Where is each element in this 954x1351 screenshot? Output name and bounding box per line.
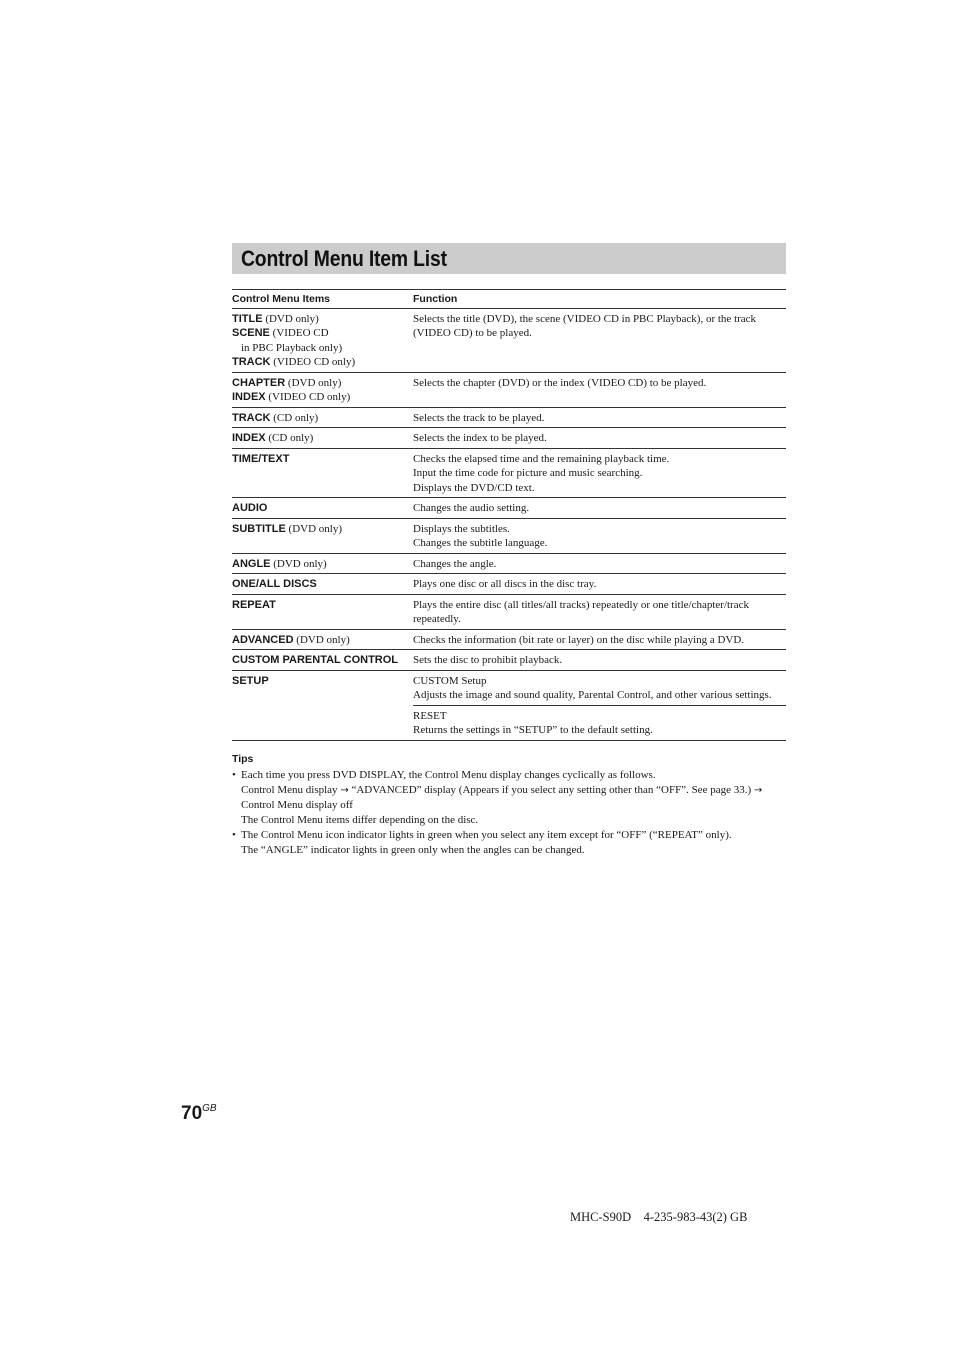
function-cell xyxy=(413,407,786,428)
function-text: Changes the angle. xyxy=(413,557,497,570)
tip-flow xyxy=(241,783,788,814)
menu-item-line xyxy=(232,653,413,668)
menu-item-name: TIME/TEXT xyxy=(232,452,290,465)
tip-flow-end: Control Menu display off xyxy=(241,799,353,812)
menu-item-name: SUBTITLE xyxy=(232,522,286,535)
menu-item-name: ONE/ALL DISCS xyxy=(232,578,317,590)
function-text: Sets the disc to prohibit playback. xyxy=(413,654,563,666)
menu-item-note: (VIDEO CD only) xyxy=(270,356,356,368)
function-cell xyxy=(413,372,786,407)
page-number-suffix: GB xyxy=(202,1103,217,1114)
table-row xyxy=(232,428,786,449)
table-row-setup xyxy=(232,670,786,740)
menu-item-cell xyxy=(232,553,413,574)
menu-item-name: INDEX xyxy=(232,432,266,444)
menu-item-name: ANGLE xyxy=(232,557,271,570)
function-text: Plays one disc or all discs in the disc tray. xyxy=(413,578,597,590)
menu-item-note: (DVD only) xyxy=(270,557,327,570)
menu-item-cell xyxy=(232,518,413,553)
arrow-right-icon: → xyxy=(753,784,763,796)
menu-item-line xyxy=(232,312,413,327)
table-row xyxy=(232,518,786,553)
tip-item xyxy=(232,828,788,858)
menu-item-line xyxy=(232,633,413,648)
bullet-icon: • xyxy=(232,828,236,841)
tips-heading: Tips xyxy=(232,753,254,765)
function-text: Changes the audio setting. xyxy=(413,502,530,514)
menu-item-name: CUSTOM PARENTAL CONTROL xyxy=(232,654,399,666)
menu-item-name: SETUP xyxy=(232,674,269,687)
table-row xyxy=(232,650,786,671)
tip-text: Each time you press DVD DISPLAY, the Control Menu display changes cyclically as follows. xyxy=(241,768,656,781)
function-cell xyxy=(413,518,786,553)
tip-text: The Control Menu icon indicator lights in green when you select any item except for “OFF” (“REPEAT” only). xyxy=(241,828,732,841)
menu-item-line xyxy=(232,598,413,613)
menu-item-note: (DVD only) xyxy=(285,522,342,535)
function-text: Selects the chapter (DVD) or the index (VIDEO CD) to be played. xyxy=(413,376,707,389)
menu-item-name: CHAPTER xyxy=(232,376,286,389)
menu-item-name: TITLE xyxy=(232,312,263,325)
function-text: Selects the title (DVD), the scene (VIDEO CD in PBC Playback), or the track (VIDEO CD) to be played. xyxy=(413,312,757,339)
function-cell xyxy=(413,650,786,671)
menu-item-name: SCENE xyxy=(232,327,270,339)
menu-item-cell xyxy=(232,308,413,372)
function-cell xyxy=(413,553,786,574)
function-cell xyxy=(413,670,786,740)
function-text: Changes the subtitle language. xyxy=(413,537,548,549)
section-title: Control Menu Item List xyxy=(241,246,447,271)
table-row xyxy=(232,448,786,498)
menu-item-line xyxy=(232,452,413,467)
menu-item-line xyxy=(232,376,413,391)
menu-item-cell xyxy=(232,498,413,519)
menu-item-name: TRACK xyxy=(232,356,271,368)
menu-item-line xyxy=(232,326,413,341)
table-row xyxy=(232,594,786,629)
function-cell xyxy=(413,428,786,449)
menu-item-line xyxy=(232,411,413,426)
control-menu-table xyxy=(232,289,786,741)
tips-list xyxy=(232,768,788,858)
menu-item-line xyxy=(232,341,413,356)
function-text: CUSTOM Setup xyxy=(413,674,487,687)
menu-item-note: (VIDEO CD xyxy=(269,327,329,339)
setup-custom-block xyxy=(413,674,786,706)
menu-item-cell xyxy=(232,574,413,595)
function-cell xyxy=(413,308,786,372)
menu-item-note: (DVD only) xyxy=(293,633,350,646)
menu-item-note: in PBC Playback only) xyxy=(241,341,343,354)
function-cell xyxy=(413,594,786,629)
function-text: Displays the subtitles. xyxy=(413,522,510,535)
function-text: Input the time code for picture and music searching. xyxy=(413,467,643,479)
table-header-row xyxy=(232,290,786,309)
menu-item-cell xyxy=(232,650,413,671)
function-text: Selects the index to be played. xyxy=(413,432,547,444)
function-text: Adjusts the image and sound quality, Parental Control, and other various settings. xyxy=(413,689,772,701)
function-cell xyxy=(413,629,786,650)
menu-item-name: TRACK xyxy=(232,411,271,424)
tip-flow-start: Control Menu display xyxy=(241,783,341,796)
menu-item-line xyxy=(232,522,413,537)
tip-item xyxy=(232,768,788,828)
table-body xyxy=(232,308,786,740)
menu-item-line xyxy=(232,577,413,592)
menu-item-cell xyxy=(232,629,413,650)
section-title-bar xyxy=(232,243,786,274)
table-row xyxy=(232,553,786,574)
page-number-value: 70 xyxy=(181,1103,203,1124)
setup-reset-block xyxy=(413,706,786,738)
menu-item-name: ADVANCED xyxy=(232,633,294,646)
function-text: Displays the DVD/CD text. xyxy=(413,481,535,494)
function-text: Returns the settings in “SETUP” to the default setting. xyxy=(413,724,653,736)
menu-item-note: (CD only) xyxy=(270,411,319,424)
function-text: RESET xyxy=(413,709,447,722)
menu-item-note: (VIDEO CD only) xyxy=(265,391,351,403)
menu-item-cell xyxy=(232,594,413,629)
tip-flow-middle: “ADVANCED” display (Appears if you select any setting other than “OFF”. See page 33.) xyxy=(348,783,754,796)
menu-item-line xyxy=(232,431,413,446)
menu-item-cell xyxy=(232,670,413,740)
function-text: Plays the entire disc (all titles/all tracks) repeatedly or one title/chapter/track repeatedly. xyxy=(413,598,749,625)
menu-item-cell xyxy=(232,448,413,498)
menu-item-cell xyxy=(232,428,413,449)
table-row xyxy=(232,629,786,650)
table-row xyxy=(232,308,786,372)
header-control-menu-items: Control Menu Items xyxy=(232,290,413,309)
function-cell xyxy=(413,574,786,595)
tip-text: The Control Menu items differ depending on the disc. xyxy=(241,814,479,827)
menu-item-note: (CD only) xyxy=(265,432,314,444)
tips-section xyxy=(232,752,788,858)
function-text: Selects the track to be played. xyxy=(413,411,545,424)
menu-item-line xyxy=(232,501,413,516)
menu-item-name: REPEAT xyxy=(232,598,276,611)
menu-item-note: (DVD only) xyxy=(285,376,342,389)
function-text: Checks the elapsed time and the remaining playback time. xyxy=(413,452,670,465)
header-function: Function xyxy=(413,290,786,309)
menu-item-name: INDEX xyxy=(232,391,266,403)
menu-item-line xyxy=(232,390,413,405)
menu-item-note: (DVD only) xyxy=(262,312,319,325)
function-cell xyxy=(413,448,786,498)
arrow-right-icon: → xyxy=(340,784,349,796)
menu-item-cell xyxy=(232,372,413,407)
table-row xyxy=(232,498,786,519)
table-row xyxy=(232,372,786,407)
table-row xyxy=(232,407,786,428)
menu-item-line xyxy=(232,355,413,370)
table-row xyxy=(232,574,786,595)
bullet-icon: • xyxy=(232,768,236,781)
function-text: Checks the information (bit rate or layer) on the disc while playing a DVD. xyxy=(413,633,745,646)
menu-item-line xyxy=(232,557,413,572)
menu-item-cell xyxy=(232,407,413,428)
footer-model-code: MHC-S90D 4-235-983-43(2) GB xyxy=(570,1210,748,1224)
page-number xyxy=(181,1097,217,1126)
tip-text: The “ANGLE” indicator lights in green only when the angles can be changed. xyxy=(241,843,585,856)
menu-item-name: AUDIO xyxy=(232,502,268,514)
function-cell xyxy=(413,498,786,519)
